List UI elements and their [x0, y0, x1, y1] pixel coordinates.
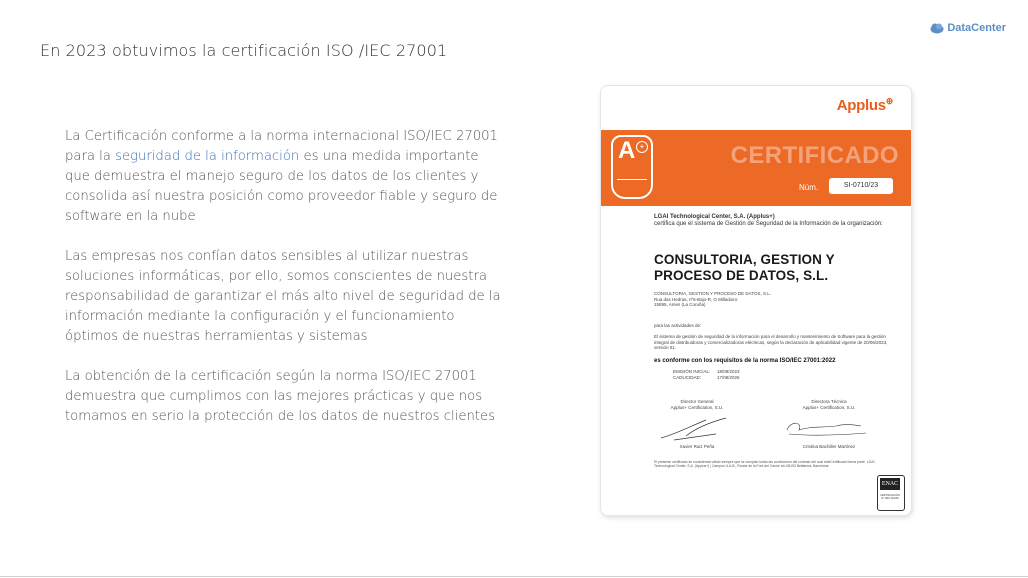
certificate-footer: El presente certificado se considerará válido siempre que se cumplan todas las condiciones del contrato del cual esteCertificado forma parte. LGAI Technological Center, S.A. (Applus+) | Campus U.A.B., Ronda de la Font del Carme s/n,08193 Bellaterra, Barcelona. [654, 460, 875, 468]
badge-divider [617, 179, 647, 180]
expiry-value: 17/08/2026 [717, 374, 740, 380]
cloud-icon [930, 22, 944, 34]
badge-plus: + [636, 141, 648, 153]
enac-logo: ENAC [880, 478, 900, 490]
paragraph-1-start: La Certificación conforme a la norma internacional ISO/IEC 27001 para la [65, 129, 498, 164]
signature-right-icon [781, 416, 871, 440]
sig-left-name: Xavier Ruiz Peña [679, 444, 715, 449]
company-name: CONSULTORIA, GESTION Y PROCESO DE DATOS, S.L. [654, 252, 835, 283]
sig-left-role: Director General [680, 399, 714, 404]
conformity-statement: es conforme con los requisitos de la norma ISO/IEC 27001:2022 [654, 358, 836, 364]
certificate-heading: CERTIFICADO [730, 142, 899, 169]
applus-logo-text: Applus [836, 97, 886, 114]
sig-right-org: Applus+ Certification, S.U. [802, 404, 856, 410]
paragraph-1 [65, 127, 505, 227]
certificate-dates [673, 369, 740, 380]
expiry-label: CADUCIDAD: [673, 374, 702, 380]
sig-right-name: Cristina Bachiller Martínez [802, 444, 856, 449]
logo-text: DataCenter [947, 22, 1006, 34]
applus-badge-icon [611, 135, 653, 199]
emission-label: EMISIÓN INICIAL: [673, 369, 711, 374]
datacenter-logo [930, 22, 1006, 34]
address-line-2: Rua das Hedras, nº5-Bajo-R, O Milladoiro [654, 296, 738, 302]
activities-description: El sistema de gestión de seguridad de la información para el desarrollo y mantenimiento de Software para la gestión integral de distribuidoras y comercializadoras eléctricas, según la declaración de aplicabilidad vigente de 20/06/2023, versión 01. [654, 334, 888, 350]
emission-value: 18/08/2023 [717, 369, 740, 374]
paragraph-1-end: es una medida importante que demuestra el manejo seguro de los datos de los clientes y consolida así nuestra posición como proveedor fiable y seguro de software en la nube [65, 149, 498, 224]
issuer: LGAI Technological Center, S.A. (Applus+) [654, 214, 775, 220]
paragraph-2: Las empresas nos confían datos sensibles al utilizar nuestras soluciones informáticas, por ello, somos conscientes de nuestra responsabilidad de garantizar el más alto nivel de seguridad de la información mediante la configuración y el funcionamiento óptimos de nuestras herramientas y sistemas [65, 249, 501, 344]
body-text [65, 127, 505, 447]
activities-label: para las actividades de: [654, 323, 702, 328]
certificate-image [601, 86, 911, 515]
address-line-3: 15895, Ames (La Coruña) [654, 302, 706, 307]
applus-plus-icon: ⊕ [885, 96, 893, 106]
sig-right-role: Directora Técnica [811, 399, 847, 404]
certificate-band [601, 130, 911, 206]
bottom-divider [0, 576, 1028, 577]
signature-left-title [647, 399, 747, 410]
number-label: Núm. [799, 183, 819, 192]
paragraph-3: La obtención de la certificación según la norma ISO/IEC 27001 demuestra que cumplimos con las mejores prácticas y que nos tomamos en serio la protección de los datos de nuestros clientes [65, 369, 495, 424]
slide-title: En 2023 obtuvimos la certificación ISO /IEC 27001 [40, 41, 448, 60]
sig-left-org: Applus+ Certification, S.U. [670, 404, 724, 410]
signature-right-title [779, 399, 879, 410]
security-link[interactable]: seguridad de la información [115, 149, 300, 164]
enac-seal-icon [877, 475, 905, 511]
enac-text: CERTIFICACIÓN Nº 18/C-SG036 [880, 494, 900, 500]
company-address [654, 291, 854, 308]
address-line-1: CONSULTORIA, GESTION Y PROCESO DE DATOS, S.L. [654, 291, 772, 296]
number-value: SI-0710/23 [829, 178, 893, 194]
signature-left-icon [656, 414, 746, 442]
applus-logo [837, 96, 893, 114]
certifies-text: certifica que el sistema de Gestión de Seguridad de la Información de la organización: [654, 221, 883, 227]
badge-letter: A [618, 137, 636, 164]
